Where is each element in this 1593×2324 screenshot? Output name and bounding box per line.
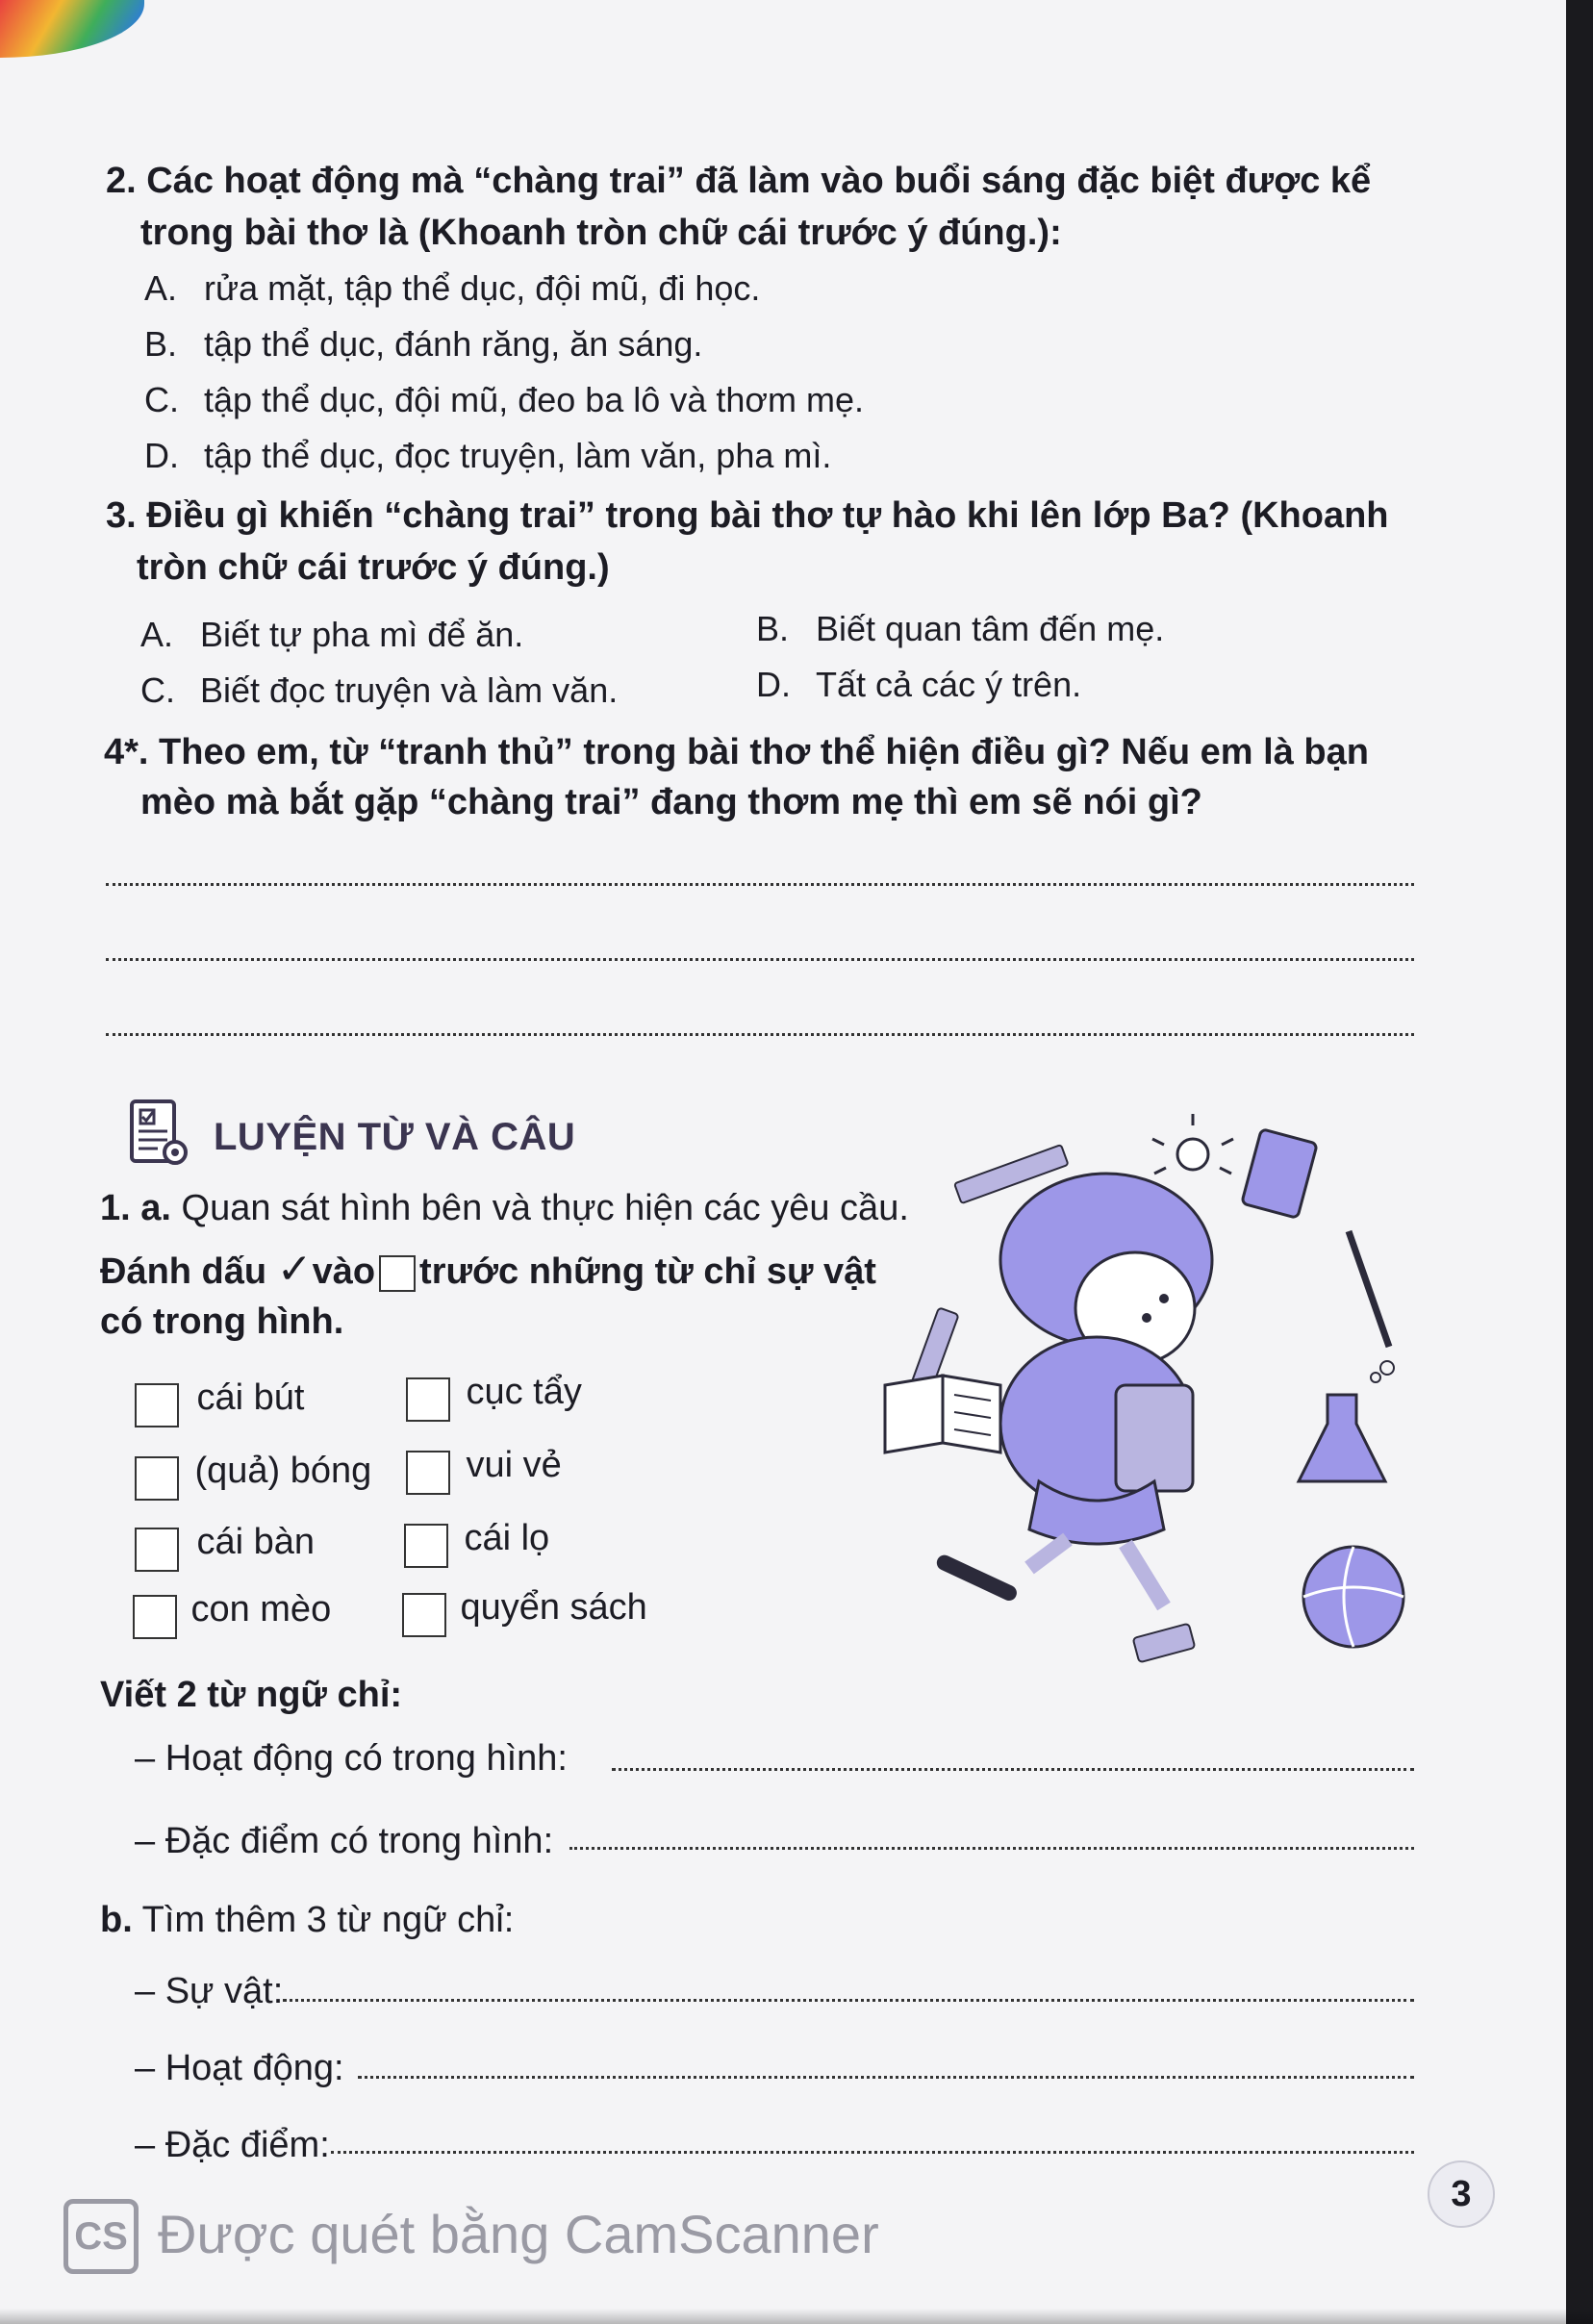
ex1-intro bbox=[100, 1185, 909, 1231]
checkbox[interactable] bbox=[135, 1456, 179, 1501]
ex1b-text: Tìm thêm 3 từ ngữ chỉ: bbox=[141, 1900, 515, 1940]
q2-option-c[interactable]: C. tập thể dục, đội mũ, đeo ba lô và thơm mẹ. bbox=[144, 380, 864, 419]
word-option-5[interactable]: cái bàn bbox=[135, 1522, 315, 1572]
q4-heading-line1 bbox=[104, 727, 1369, 777]
q2-option-d[interactable]: D. tập thể dục, đọc truyện, làm văn, pha mì. bbox=[144, 436, 832, 475]
ball-icon bbox=[1303, 1547, 1403, 1647]
ex1-intro-text: Quan sát hình bên và thực hiện các yêu cầu. bbox=[181, 1188, 909, 1228]
ex1-number: 1. a. bbox=[100, 1188, 171, 1228]
word-option-1[interactable]: cái bút bbox=[135, 1377, 304, 1427]
activity-answer-line[interactable] bbox=[612, 1768, 1414, 1771]
q3-option-c[interactable]: C. Biết đọc truyện và làm văn. bbox=[140, 670, 619, 710]
write-title: Viết 2 từ ngữ chỉ: bbox=[100, 1675, 403, 1715]
checklist-gear-icon bbox=[129, 1099, 190, 1168]
flask-icon bbox=[1299, 1361, 1394, 1481]
lightbulb-icon bbox=[1152, 1114, 1233, 1174]
word-option-7[interactable]: con mèo bbox=[133, 1589, 331, 1639]
q3-option-d[interactable]: D. Tất cả các ý trên. bbox=[756, 665, 1082, 704]
open-book-icon bbox=[885, 1376, 1000, 1452]
checkbox[interactable] bbox=[404, 1524, 448, 1568]
sample-checkbox-icon bbox=[379, 1255, 416, 1292]
q4-heading-line2: mèo mà bắt gặp “chàng trai” đang thơm mẹ thì em sẽ nói gì? bbox=[140, 782, 1202, 822]
features-answer-line[interactable] bbox=[331, 2151, 1414, 2154]
q3-option-a[interactable]: A. Biết tự pha mì để ăn. bbox=[140, 615, 524, 654]
camscanner-logo-icon: CS bbox=[63, 2199, 139, 2274]
ex1b-label: b. bbox=[100, 1900, 133, 1940]
ex1-instruction: Đánh dấu ✓vào trước những từ chỉ sự vật bbox=[100, 1246, 876, 1293]
q2-heading-line2: trong bài thơ là (Khoanh tròn chữ cái trước ý đúng.): bbox=[140, 213, 1062, 253]
checkmark-icon: ✓ bbox=[276, 1246, 313, 1293]
ex1b-item-features: – Đặc điểm: bbox=[135, 2125, 330, 2165]
feature-answer-line[interactable] bbox=[569, 1847, 1414, 1850]
watermark-text: Được quét bằng CamScanner bbox=[158, 2204, 879, 2264]
q3-number: 3. bbox=[106, 495, 137, 536]
q2-number: 2. bbox=[106, 161, 137, 201]
q4-answer-line-1[interactable] bbox=[106, 883, 1414, 886]
pen-icon bbox=[934, 1553, 1019, 1604]
q4-number: 4*. bbox=[104, 732, 149, 772]
checkbox[interactable] bbox=[135, 1383, 179, 1427]
write-item-activity: – Hoạt động có trong hình: bbox=[135, 1738, 568, 1779]
checkbox[interactable] bbox=[135, 1528, 179, 1572]
q3-option-b[interactable]: B. Biết quan tâm đến mẹ. bbox=[756, 609, 1165, 648]
eraser-icon bbox=[1133, 1624, 1196, 1663]
activities-answer-line[interactable] bbox=[358, 2076, 1414, 2079]
q3-text-line1: Điều gì khiến “chàng trai” trong bài thơ tự hào khi lên lớp Ba? (Khoanh bbox=[146, 495, 1389, 536]
corner-decoration bbox=[0, 0, 144, 58]
ex1b-item-activities: – Hoạt động: bbox=[135, 2048, 344, 2088]
word-option-3[interactable]: (quả) bóng bbox=[135, 1451, 371, 1501]
word-option-4[interactable]: vui vẻ bbox=[406, 1445, 562, 1495]
page-number: 3 bbox=[1428, 2160, 1495, 2228]
things-answer-line[interactable] bbox=[283, 1999, 1414, 2002]
checkbox[interactable] bbox=[402, 1593, 446, 1637]
q2-option-a[interactable]: A. rửa mặt, tập thể dục, đội mũ, đi học. bbox=[144, 268, 761, 308]
q2-option-b[interactable]: B. tập thể dục, đánh răng, ăn sáng. bbox=[144, 324, 703, 364]
checkbox[interactable] bbox=[406, 1377, 450, 1422]
q2-text-line1: Các hoạt động mà “chàng trai” đã làm vào buổi sáng đặc biệt được kể bbox=[146, 161, 1372, 201]
ex1b-item-things: – Sự vật: bbox=[135, 1971, 284, 2011]
page-edge-shadow bbox=[1566, 0, 1593, 2324]
q3-heading-line1 bbox=[106, 491, 1389, 541]
bottom-shadow bbox=[0, 2309, 1593, 2324]
write-item-feature: – Đặc điểm có trong hình: bbox=[135, 1821, 554, 1861]
q4-answer-line-3[interactable] bbox=[106, 1033, 1414, 1036]
section-title: LUYỆN TỪ VÀ CÂU bbox=[214, 1116, 576, 1158]
ex1-instruction-line2: có trong hình. bbox=[100, 1301, 344, 1342]
q4-text-line1: Theo em, từ “tranh thủ” trong bài thơ thể hiện điều gì? Nếu em là bạn bbox=[159, 732, 1369, 772]
ex1b-heading bbox=[100, 1897, 514, 1943]
q2-heading-line1 bbox=[106, 156, 1371, 206]
checkbox[interactable] bbox=[406, 1451, 450, 1495]
paintbrush-icon bbox=[1349, 1231, 1389, 1347]
word-option-2[interactable]: cục tẩy bbox=[406, 1372, 582, 1422]
word-option-6[interactable]: cái lọ bbox=[404, 1518, 549, 1568]
q3-heading-line2: tròn chữ cái trước ý đúng.) bbox=[137, 547, 610, 588]
notebook-icon bbox=[1242, 1129, 1318, 1219]
checkbox[interactable] bbox=[133, 1595, 177, 1639]
q4-answer-line-2[interactable] bbox=[106, 958, 1414, 961]
illustration-child-school-items bbox=[875, 1106, 1433, 1683]
word-option-8[interactable]: quyển sách bbox=[402, 1587, 647, 1637]
